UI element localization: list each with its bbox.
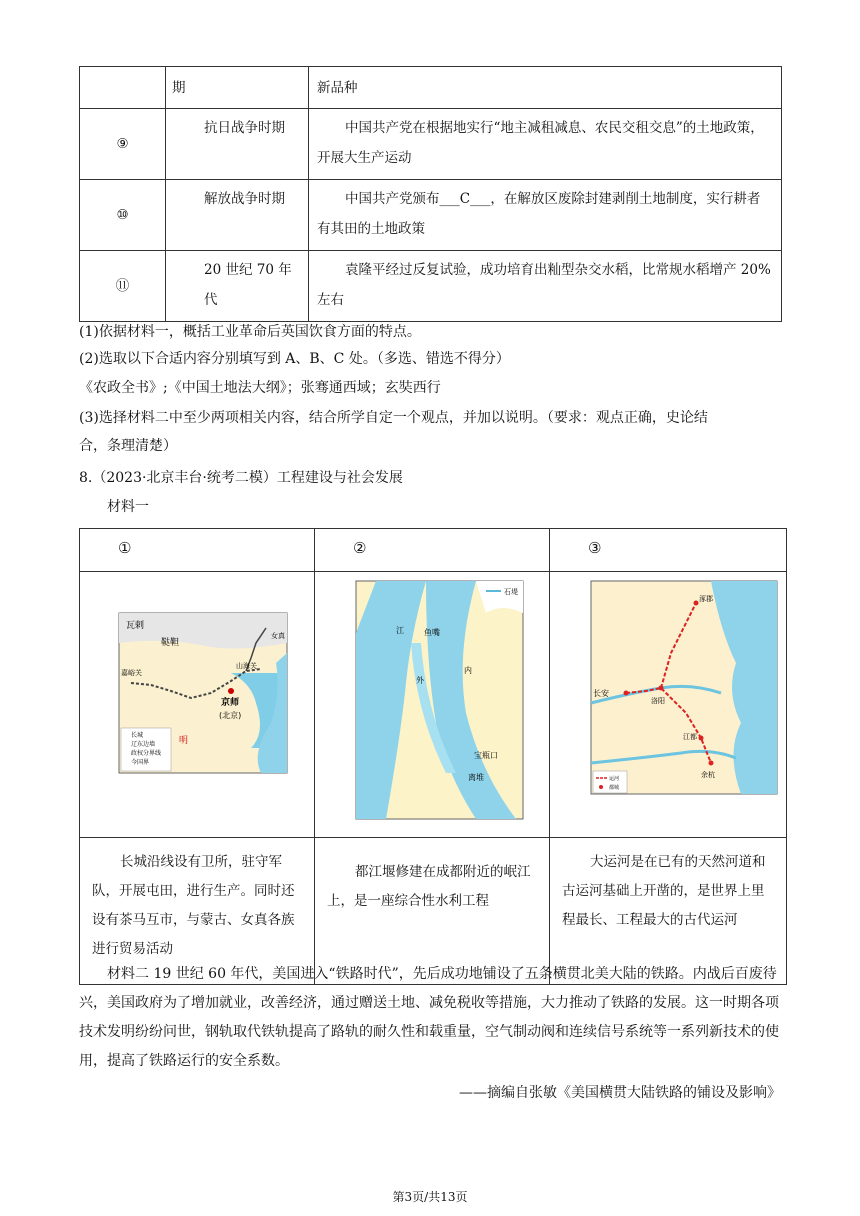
row-num: ⑪ xyxy=(80,251,166,322)
row-period: 期 xyxy=(166,67,309,109)
dujiangyan-map xyxy=(316,573,548,836)
map1-label: 瓦剌 xyxy=(126,621,145,631)
map2-label: 鱼嘴 xyxy=(424,628,440,637)
col-header: ② xyxy=(315,529,550,572)
great-wall-map xyxy=(81,573,313,836)
material-1-label: 材料一 xyxy=(107,499,149,515)
map1-label: 鞑靼 xyxy=(161,638,180,648)
row-period: 20 世纪 70 年代 xyxy=(166,251,309,322)
map1-label: 嘉峪关 xyxy=(121,669,142,677)
material-2-source: ——摘编自张敏《美国横贯大陆铁路的铺设及影响》 xyxy=(459,1085,781,1101)
map3-legend: 都城 xyxy=(609,785,620,791)
map2-label: 离堆 xyxy=(468,773,484,782)
engineering-table xyxy=(79,528,787,985)
map2-label: 石堤 xyxy=(504,588,518,596)
grand-canal-map-cell xyxy=(550,572,787,838)
question-3-line2: 合，条理清楚） xyxy=(79,438,177,454)
map3-label: 洛阳 xyxy=(651,697,665,705)
map1-legend: 今国界 xyxy=(131,759,150,766)
map1-legend: 长城 xyxy=(131,732,144,739)
question-3-line1: (3)选择材料二中至少两项相关内容，结合所学自定一个观点，并加以说明。（要求：观点正确，史论结 xyxy=(79,410,708,426)
map3-label: 江都 xyxy=(683,733,697,741)
row-num: ⑨ xyxy=(80,109,166,180)
map2-label: 江 xyxy=(396,626,404,635)
map1-label: 京师 xyxy=(221,698,240,708)
agriculture-table xyxy=(79,66,782,322)
map3-legend: 运河 xyxy=(609,776,620,782)
map1-label: 女真 xyxy=(271,632,285,640)
row-content: 袁隆平经过反复试验，成功培育出籼型杂交水稻，比常规水稻增产 20%左右 xyxy=(309,251,782,322)
row-period: 解放战争时期 xyxy=(166,180,309,251)
great-wall-map-cell xyxy=(80,572,315,838)
map1-legend: 辽东边墙 xyxy=(131,741,156,748)
map2-label: 宝瓶口 xyxy=(474,751,498,760)
question-2-options: 《农政全书》;《中国土地法大纲》；张骞通西域；玄奘西行 xyxy=(79,380,441,396)
map3-label: 余杭 xyxy=(701,771,715,779)
row-content: 中国共产党在根据地实行“地主减租减息、农民交租交息”的土地政策，开展大生产运动 xyxy=(309,109,782,180)
caption-grand-canal: 大运河是在已有的天然河道和古运河基础上开凿的，是世界上里程最长、工程最大的古代运河 xyxy=(550,838,787,985)
dujiangyan-map-cell xyxy=(315,572,550,838)
col-header: ① xyxy=(80,529,315,572)
caption-great-wall: 长城沿线设有卫所，驻守军队，开展屯田，进行生产。同时还设有茶马互市，与蒙古、女真各族进行贸易活动 xyxy=(80,838,315,985)
col-header: ③ xyxy=(550,529,787,572)
map2-label: 外 xyxy=(416,676,424,685)
grand-canal-map xyxy=(551,573,785,836)
map1-label: 明 xyxy=(179,736,189,746)
question-8-title: 8.（2023·北京丰台·统考二模）工程建设与社会发展 xyxy=(79,470,403,486)
page-footer: 第3页/共13页 xyxy=(392,1190,468,1204)
map1-label: 山海关 xyxy=(236,662,257,670)
question-2: (2)选取以下合适内容分别填写到 A、B、C 处。（多选、错选不得分） xyxy=(79,351,510,367)
row-content: 中国共产党颁布___C___，在解放区废除封建剥削土地制度，实行耕者有其田的土地政策 xyxy=(309,180,782,251)
row-num: ⑩ xyxy=(80,180,166,251)
map3-label: 涿郡 xyxy=(699,595,713,603)
row-num xyxy=(80,67,166,109)
map3-label: 长安 xyxy=(593,689,609,698)
map1-label: (北京) xyxy=(219,711,242,720)
row-period: 抗日战争时期 xyxy=(166,109,309,180)
material-2: 材料二 19 世纪 60 年代，美国进入“铁路时代”，先后成功地铺设了五条横贯北美大陆的铁路。内战后百废待兴，美国政府为了增加就业，改善经济，通过赠送土地、减免税收等措施，大力推动了铁路的发展。这一时期各项技术发明纷纷问世，钢轨取代铁轨提高了路轨的耐久性和载重量，空气制动阀和连续信号系统等一系列新技术的使用，提高了铁路运行的安全系数。 xyxy=(79,966,779,1069)
map1-legend: 政权分界线 xyxy=(131,750,162,757)
caption-dujiangyan: 都江堰修建在成都附近的岷江上，是一座综合性水利工程 xyxy=(315,838,550,985)
row-content: 新品种 xyxy=(309,67,782,109)
map2-label: 内 xyxy=(464,666,472,675)
question-1: (1)依据材料一，概括工业革命后英国饮食方面的特点。 xyxy=(79,324,421,340)
